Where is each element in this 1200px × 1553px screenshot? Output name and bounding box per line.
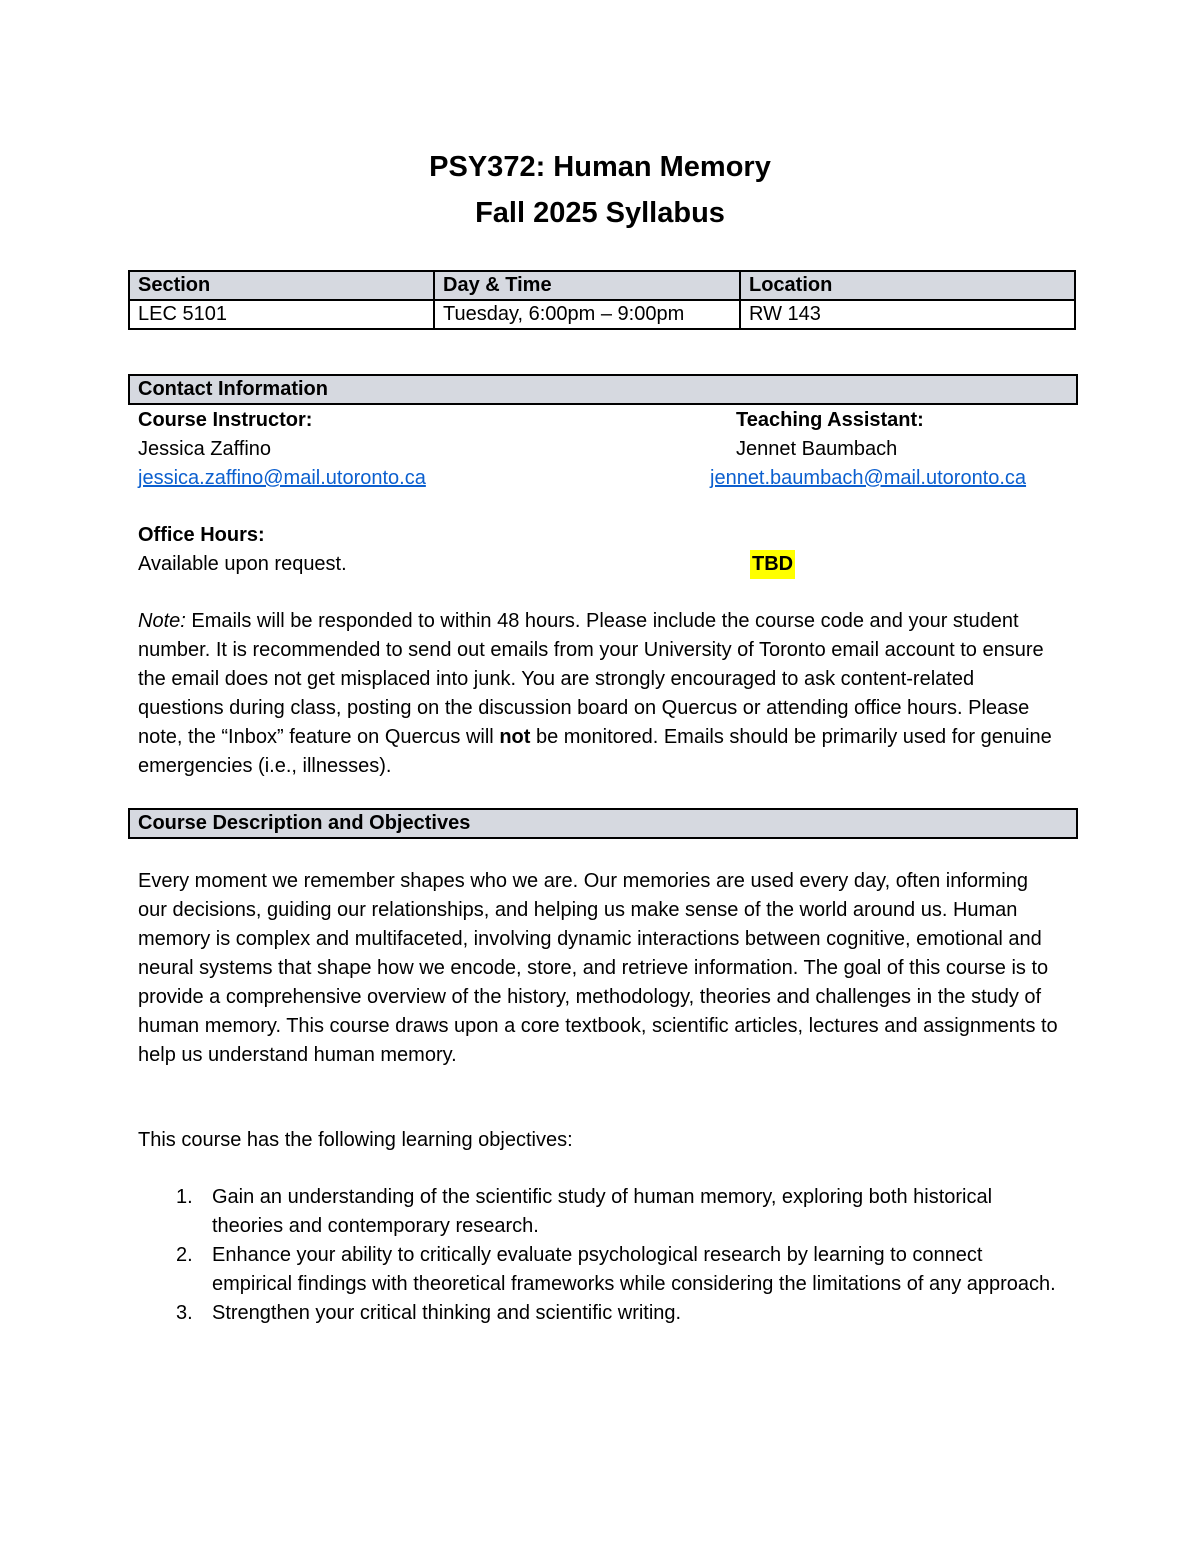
office-hours-label: Office Hours: [138, 524, 265, 546]
cell-location: RW 143 [740, 300, 1075, 329]
cell-day-time: Tuesday, 6:00pm – 9:00pm [434, 300, 740, 329]
contact-info-header: Contact Information [128, 374, 1078, 405]
note-bold: not [499, 726, 531, 748]
objective-number: 2. [176, 1244, 193, 1266]
objective-number: 3. [176, 1302, 193, 1324]
objective-text: Enhance your ability to critically evaluate psychological research by learning to connect empirical findings with theoretical frameworks while considering the limitations of any approach. [212, 1244, 1056, 1295]
cell-section: LEC 5101 [129, 300, 434, 329]
course-title: PSY372: Human Memory [429, 151, 771, 183]
description-header: Course Description and Objectives [128, 808, 1078, 839]
list-item [138, 1183, 1058, 1241]
header-day-time: Day & Time [434, 271, 740, 300]
description-paragraph [138, 867, 1058, 1070]
header-section: Section [129, 271, 434, 300]
note-text-2: be monitored. Emails should be primarily used for genuine emergencies (i.e., illnesses). [138, 726, 1052, 777]
syllabus-subtitle: Fall 2025 Syllabus [475, 197, 725, 229]
objective-text: Strengthen your critical thinking and scientific writing. [212, 1302, 682, 1324]
objectives-list [138, 1183, 1058, 1328]
section-table-header [129, 271, 1075, 300]
ta-email-link[interactable]: jennet.baumbach@mail.utoronto.ca [710, 467, 1027, 489]
section-table [128, 270, 1076, 330]
description-text: Every moment we remember shapes who we are. Our memories are used every day, often informing our decisions, guiding our relationships, and helping us make sense of the world around us. Human memory is complex and multifaceted, involving dynamic interactions between cognitive, emotional and neural systems that shape how we encode, store, and retrieve information. The goal of this course is to provide a comprehensive overview of the history, methodology, theories and challenges in the study of human memory. This course draws upon a core textbook, scientific articles, lectures and assignments to help us understand human memory. [138, 870, 1058, 1066]
note-text-1: Emails will be responded to within 48 hours. Please include the course code and your student number. It is recommended to send out emails from your University of Toronto email account to ensure the email does not get misplaced into junk. You are strongly encouraged to ask content-related questions during class, posting on the discussion board on Quercus or attending office hours. Please note, the “Inbox” feature on Quercus will [138, 610, 1044, 748]
ta-block [736, 406, 1096, 464]
list-item [138, 1299, 1058, 1328]
header-location: Location [740, 271, 1075, 300]
instructor-email-link[interactable]: jessica.zaffino@mail.utoronto.ca [138, 467, 426, 489]
objectives-intro [138, 1126, 1058, 1155]
instructor-block [138, 406, 658, 493]
objective-number: 1. [176, 1186, 193, 1208]
list-item [138, 1241, 1058, 1299]
office-hours [138, 521, 1074, 579]
instructor-label: Course Instructor: [138, 409, 313, 431]
office-hours-value: Available upon request. [138, 553, 347, 575]
ta-name: Jennet Baumbach [736, 438, 898, 460]
note-label: Note: [138, 610, 186, 632]
section-table-row [129, 300, 1075, 329]
document-title [0, 144, 1200, 236]
objective-text: Gain an understanding of the scientific study of human memory, exploring both historical theories and contemporary research. [212, 1186, 993, 1237]
email-note [138, 607, 1058, 781]
objectives-intro-text: This course has the following learning objectives: [138, 1129, 573, 1151]
ta-office-hours-badge: TBD [750, 550, 795, 579]
instructor-name: Jessica Zaffino [138, 438, 272, 460]
ta-label: Teaching Assistant: [736, 409, 924, 431]
